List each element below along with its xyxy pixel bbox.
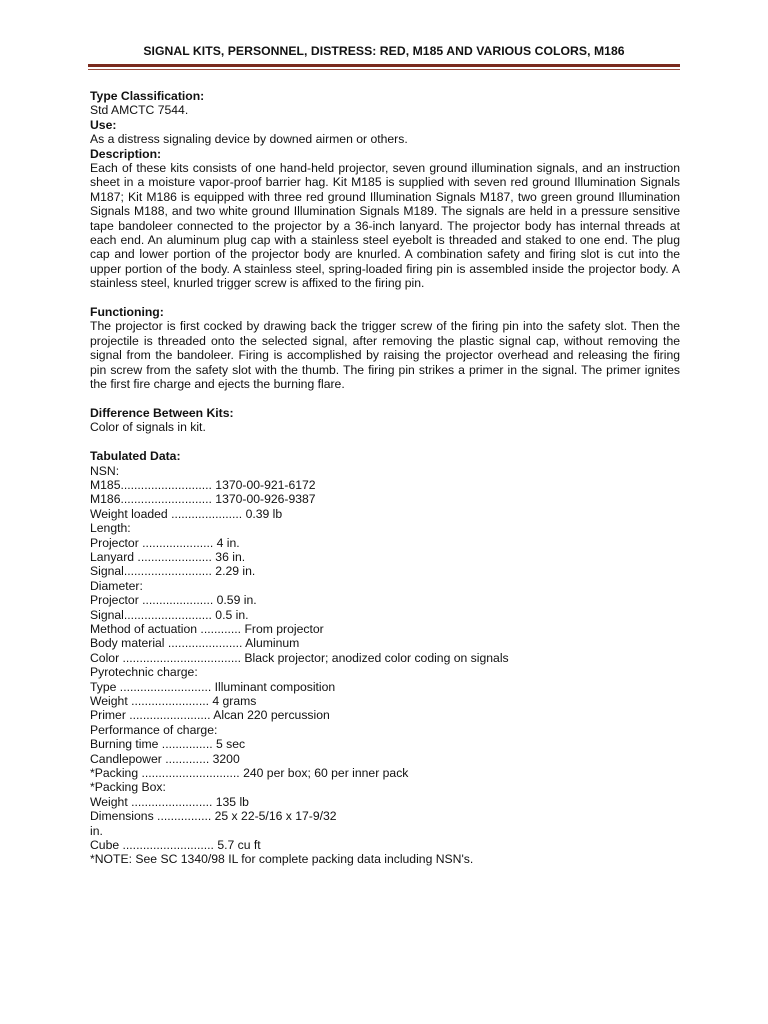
tabulated-line: Length: <box>90 521 131 536</box>
tabulated-line: Pyrotechnic charge: <box>90 665 198 680</box>
functioning-heading: Functioning: <box>90 305 164 320</box>
page-title: SIGNAL KITS, PERSONNEL, DISTRESS: RED, M185 AND VARIOUS COLORS, M186 <box>143 44 625 58</box>
tabulated-line: NSN: <box>90 463 120 478</box>
tabulated-line: Cube ........................... 5.7 cu ft <box>90 838 261 853</box>
description-heading: Description: <box>90 146 162 161</box>
tabulated-line: *Packing ............................. 240 per box; 60 per inner pack <box>90 766 409 781</box>
tabulated-line: Projector ..................... 4 in. <box>90 535 240 550</box>
use-heading: Use: <box>90 117 117 132</box>
section-gap <box>90 392 680 406</box>
tabulated-line: Signal.......................... 0.5 in. <box>90 607 249 622</box>
description-text: Each of these kits consists of one hand-held projector, seven ground illumination signals, and an instruction sheet in a moisture vapor-proof barrier hag. Kit M185 is supplied with seven red ground Illumination Signals M187; Kit M186 is equipped with three red ground Illumination Signals M187, two green ground Illumination Signals M188, and two white ground Illumination Signals M189. The signals are held in a pressure sensitive tape bandoleer connected to the projector by a 36-inch lanyard. The projector body has internal threads at each end. An aluminum plug cap with a stainless steel eyebolt is threaded and staked to one end. The plug cap and lower portion of the projector body are knurled. A combination safety and firing slot is cut into the upper portion of the body. A stainless steel, spring-loaded firing pin is assembled inside the projector body. A stainless steel, knurled trigger screw is affixed to the firing pin. <box>90 161 680 291</box>
use-text: As a distress signaling device by downed airmen or others. <box>90 132 408 147</box>
tabulated-line: Color ................................... Black projector; anodized color coding on signals <box>90 650 509 665</box>
tabulated-line: Dimensions ................ 25 x 22-5/16 x 17-9/32 <box>90 809 337 824</box>
type-classification-text: Std AMCTC 7544. <box>90 103 189 118</box>
section-gap <box>90 291 680 305</box>
document-body <box>90 89 680 867</box>
section-gap <box>90 435 680 449</box>
tabulated-line: *Packing Box: <box>90 780 166 795</box>
tabulated-heading: Tabulated Data: <box>90 449 181 464</box>
tabulated-line: Primer ........................ Alcan 220 percussion <box>90 708 330 723</box>
difference-text: Color of signals in kit. <box>90 420 206 435</box>
tabulated-line: in. <box>90 823 103 838</box>
tabulated-line: Type ........................... Illuminant composition <box>90 679 336 694</box>
functioning-text: The projector is first cocked by drawing back the trigger screw of the firing pin into the safety slot. Then the projectile is threaded onto the selected signal, after removing the plastic signal cap, without removing the signal from the bandoleer. Firing is accomplished by raising the projector overhead and releasing the firing pin screw from the safety slot with the thumb. The firing pin strikes a primer in the signal. The primer ignites the first fire charge and ejects the burning flare. <box>90 319 680 392</box>
type-classification-heading: Type Classification: <box>90 89 205 103</box>
tabulated-line: Projector ..................... 0.59 in. <box>90 593 257 608</box>
tabulated-line: Method of actuation ............ From projector <box>90 621 324 636</box>
title-rule-thick <box>88 64 680 67</box>
tabulated-line: Candlepower ............. 3200 <box>90 751 240 766</box>
tabulated-line: Body material ...................... Aluminum <box>90 636 300 651</box>
tabulated-line: Performance of charge: <box>90 722 218 737</box>
tabulated-line: Diameter: <box>90 578 143 593</box>
tabulated-line: Weight ........................ 135 lb <box>90 794 249 809</box>
title-rule-thin <box>88 69 680 70</box>
tabulated-data-list <box>90 464 680 867</box>
tabulated-line: Weight loaded ..................... 0.39 lb <box>90 506 283 521</box>
tabulated-line: Lanyard ...................... 36 in. <box>90 549 246 564</box>
difference-heading: Difference Between Kits: <box>90 405 234 420</box>
tabulated-line: Signal.......................... 2.29 in. <box>90 564 256 579</box>
tabulated-line: M185........................... 1370-00-921-6172 <box>90 477 316 492</box>
tabulated-line: Burning time ............... 5 sec <box>90 737 246 752</box>
tabulated-line: M186........................... 1370-00-926-9387 <box>90 492 316 507</box>
tabulated-line: Weight ....................... 4 grams <box>90 694 257 709</box>
tabulated-line: *NOTE: See SC 1340/98 IL for complete packing data including NSN's. <box>90 852 474 867</box>
